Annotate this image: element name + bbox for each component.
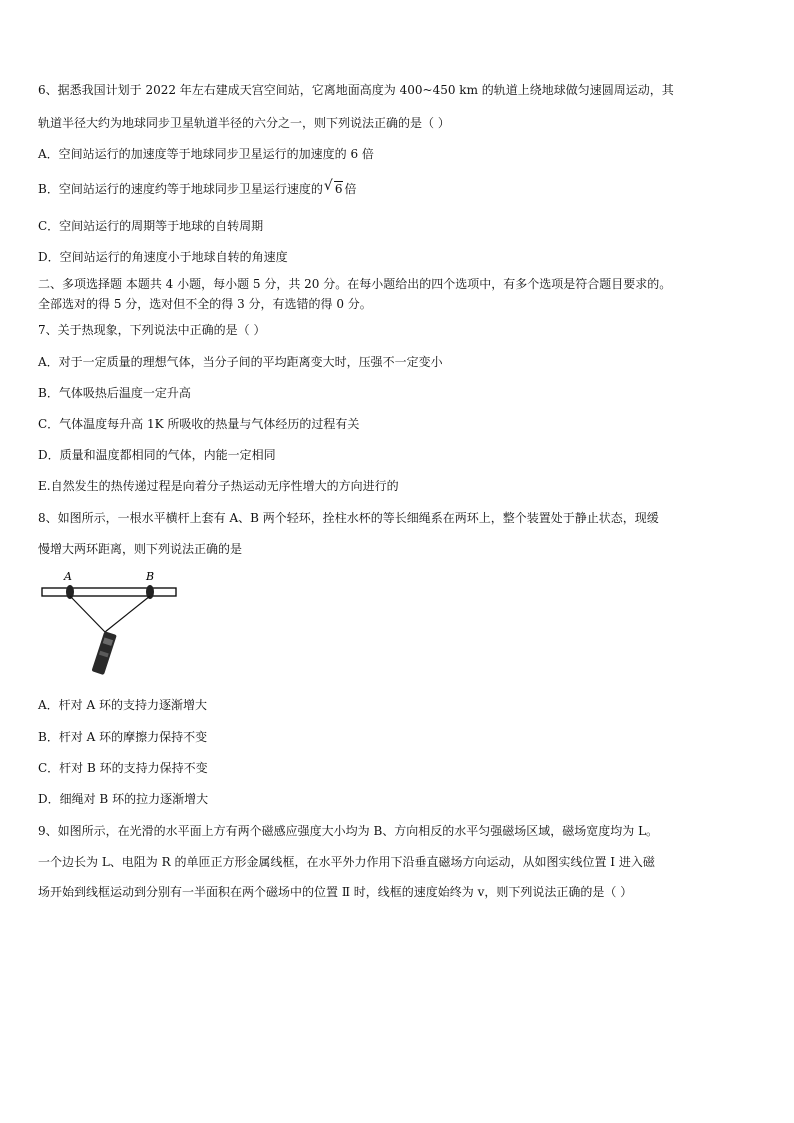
q9-stem-line-1: 9、如图所示，在光滑的水平面上方有两个磁感应强度大小均为 B、方向相反的水平匀强磁场区域，磁场宽度均为 L。	[38, 824, 659, 838]
q8-option-a: A．杆对 A 环的支持力逐渐增大	[38, 698, 207, 712]
string-b	[105, 596, 150, 632]
q7-option-a: A．对于一定质量的理想气体，当分子间的平均距离变大时，压强不一定变小	[38, 355, 443, 369]
q6-stem-line-1: 6、据悉我国计划于 2022 年左右建成天宫空间站，它离地面高度为 400~450 km 的轨道上绕地球做匀速圆周运动，其	[38, 83, 674, 97]
q8-option-d: D．细绳对 B 环的拉力逐渐增大	[38, 792, 209, 806]
q9-stem-line-3: 场开始到线框运动到分别有一半面积在两个磁场中的位置 Ⅱ 时，线框的速度始终为 v，则下列说法正确的是（ ）	[38, 885, 633, 899]
section2-instructions-line-2: 全部选对的得 5 分，选对但不全的得 3 分，有选错的得 0 分。	[38, 297, 372, 311]
q6-option-b-suffix: 倍	[344, 182, 357, 196]
sqrt-symbol: √ 6	[323, 178, 343, 196]
q8-stem-line-1: 8、如图所示，一根水平横杆上套有 A、B 两个轻环，拴柱水杯的等长细绳系在两环上，整个装置处于静止状态，现缓	[38, 511, 659, 525]
q6-option-d: D．空间站运行的角速度小于地球自转的角速度	[38, 250, 288, 264]
horizontal-rod	[42, 588, 176, 596]
section2-instructions-line-1: 二、多项选择题 本题共 4 小题，每小题 5 分，共 20 分。在每小题给出的四个选项中，有多个选项是符合题目要求的。	[38, 277, 672, 291]
q6-stem-line-2: 轨道半径大约为地球同步卫星轨道半径的六分之一，则下列说法正确的是（ ）	[38, 116, 450, 130]
string-a	[70, 596, 105, 632]
q8-option-b: B．杆对 A 环的摩擦力保持不变	[38, 730, 208, 744]
q6-option-b-radicand: 6	[334, 182, 343, 196]
q6-option-a: A．空间站运行的加速度等于地球同步卫星运行的加速度的 6 倍	[38, 147, 374, 161]
ring-a	[66, 585, 74, 599]
q7-option-c: C．气体温度每升高 1K 所吸收的热量与气体经历的过程有关	[38, 417, 360, 431]
q7-option-e: E.自然发生的热传递过程是向着分子热运动无序性增大的方向进行的	[38, 479, 399, 493]
rod-rings-cup-figure	[38, 566, 183, 678]
cup-icon	[91, 631, 116, 675]
figure-label-a: A	[64, 570, 72, 583]
q7-option-b: B．气体吸热后温度一定升高	[38, 386, 191, 400]
q7-stem: 7、关于热现象，下列说法中正确的是（ ）	[38, 323, 266, 337]
q6-option-c: C．空间站运行的周期等于地球的自转周期	[38, 219, 264, 233]
q9-stem-line-2: 一个边长为 L、电阻为 R 的单匝正方形金属线框，在水平外力作用下沿垂直磁场方向运动，从如图实线位置 Ⅰ 进入磁	[38, 855, 655, 869]
q7-option-d: D．质量和温度都相同的气体，内能一定相同	[38, 448, 276, 462]
q6-option-b	[38, 178, 357, 197]
q8-option-c: C．杆对 B 环的支持力保持不变	[38, 761, 208, 775]
figure-label-b: B	[146, 570, 155, 583]
q6-option-b-prefix: B．空间站运行的速度约等于地球同步卫星运行速度的	[38, 182, 323, 196]
q8-stem-line-2: 慢增大两环距离，则下列说法正确的是	[38, 542, 243, 556]
ring-b	[146, 585, 154, 599]
